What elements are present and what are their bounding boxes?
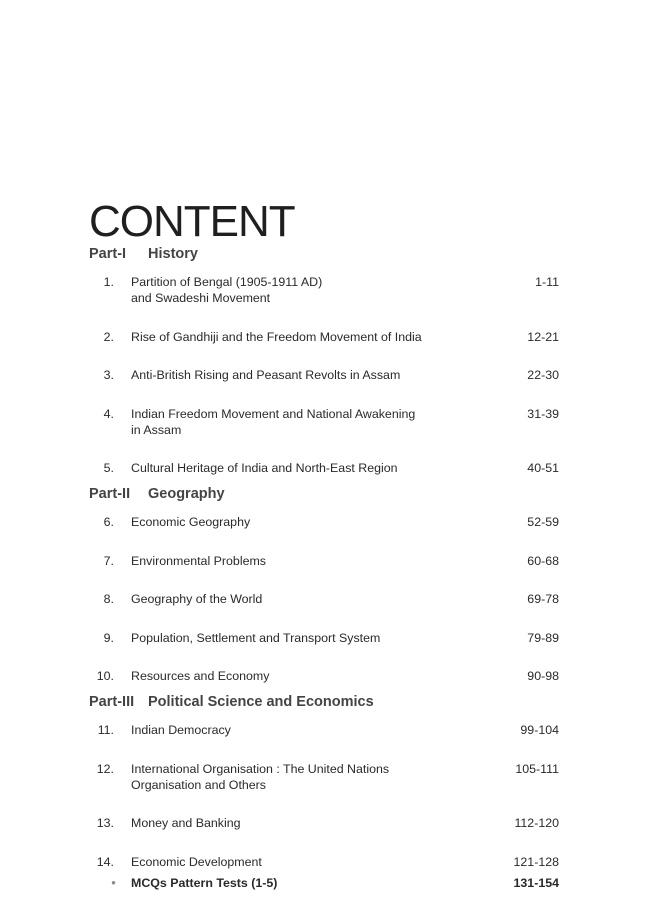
entry-title: Indian Freedom Movement and National Awakening in Assam [131, 406, 416, 437]
entry-title: Rise of Gandhiji and the Freedom Movement of India [131, 329, 422, 344]
entry-title: Indian Democracy [131, 723, 231, 737]
entry-number: 4. [103, 406, 114, 421]
entry-title: Resources and Economy [131, 669, 270, 683]
part-label: Part-II [89, 486, 131, 502]
entry-title: Anti-British Rising and Peasant Revolts in Assam [131, 368, 401, 382]
toc-entry[interactable] [89, 591, 559, 607]
entry-title: Cultural Heritage of India and North-East Region [131, 461, 398, 475]
toc-entry[interactable] [89, 406, 559, 438]
toc-entry[interactable] [89, 367, 559, 383]
toc-entry[interactable] [89, 553, 559, 569]
part-title: Political Science and Economics [148, 694, 374, 710]
entry-number: 1. [103, 275, 114, 289]
entry-pages: 40-51 [527, 461, 559, 475]
part-label: Part-III [89, 694, 135, 710]
entry-number: 14. [96, 854, 114, 869]
part-label: Part-I [89, 246, 127, 262]
part-header-1 [89, 246, 559, 270]
entry-number: 5. [103, 461, 114, 475]
toc-entry[interactable] [89, 460, 559, 476]
entry-number: 2. [103, 329, 114, 344]
part-title: Geography [148, 486, 225, 502]
entry-pages: 112-120 [514, 816, 559, 830]
entry-pages: 1-11 [535, 275, 559, 289]
entry-title: Population, Settlement and Transport System [131, 630, 381, 645]
entry-title: Money and Banking [131, 816, 241, 830]
entry-number: 8. [103, 592, 114, 606]
entry-pages: 99-104 [520, 723, 559, 737]
entry-number: 10. [96, 669, 114, 683]
toc-entry[interactable] [89, 329, 559, 345]
mcq-entry[interactable] [89, 876, 559, 890]
part-title: History [148, 246, 198, 262]
entry-title: Partition of Bengal (1905-1911 AD) and Swadeshi Movement [131, 275, 323, 305]
toc-entry[interactable] [89, 668, 559, 684]
entry-number: 13. [96, 816, 114, 830]
entry-title: Economic Development [131, 854, 262, 869]
page-title: CONTENT [89, 197, 295, 247]
entry-pages: 90-98 [527, 669, 559, 683]
entry-pages: 60-68 [527, 553, 559, 568]
entry-pages: 31-39 [527, 406, 559, 421]
entry-pages: 121-128 [513, 854, 559, 869]
entry-pages: 12-21 [527, 329, 559, 344]
entry-pages: 69-78 [527, 592, 559, 606]
toc-entry[interactable] [89, 761, 559, 793]
toc-entry[interactable] [89, 815, 559, 831]
toc-entry[interactable] [89, 722, 559, 738]
entry-title: Geography of the World [131, 592, 263, 606]
entry-pages: 22-30 [527, 368, 559, 382]
mcq-pages: 131-154 [513, 875, 559, 890]
toc-entry[interactable] [89, 514, 559, 530]
entry-number: 7. [103, 553, 114, 568]
entry-title: Economic Geography [131, 515, 251, 529]
toc-entry[interactable] [89, 854, 559, 870]
part-header-3 [89, 694, 559, 718]
entry-number: 6. [103, 515, 114, 529]
mcq-title: MCQs Pattern Tests (1-5) [131, 875, 278, 890]
entry-number: 12. [96, 761, 114, 776]
entry-title: Environmental Problems [131, 553, 266, 568]
part-header-2 [89, 486, 559, 510]
toc-entry[interactable] [89, 630, 559, 646]
bullet-icon: ● [111, 878, 116, 887]
entry-number: 3. [103, 368, 114, 382]
table-of-contents [89, 246, 559, 890]
entry-number: 9. [103, 630, 114, 645]
entry-pages: 79-89 [527, 630, 559, 645]
entry-pages: 105-111 [515, 761, 559, 776]
entry-number: 11. [97, 723, 114, 737]
entry-title: International Organisation : The United Nations Organisation and Others [131, 761, 390, 792]
toc-entry[interactable] [89, 274, 559, 306]
entry-pages: 52-59 [527, 515, 559, 529]
